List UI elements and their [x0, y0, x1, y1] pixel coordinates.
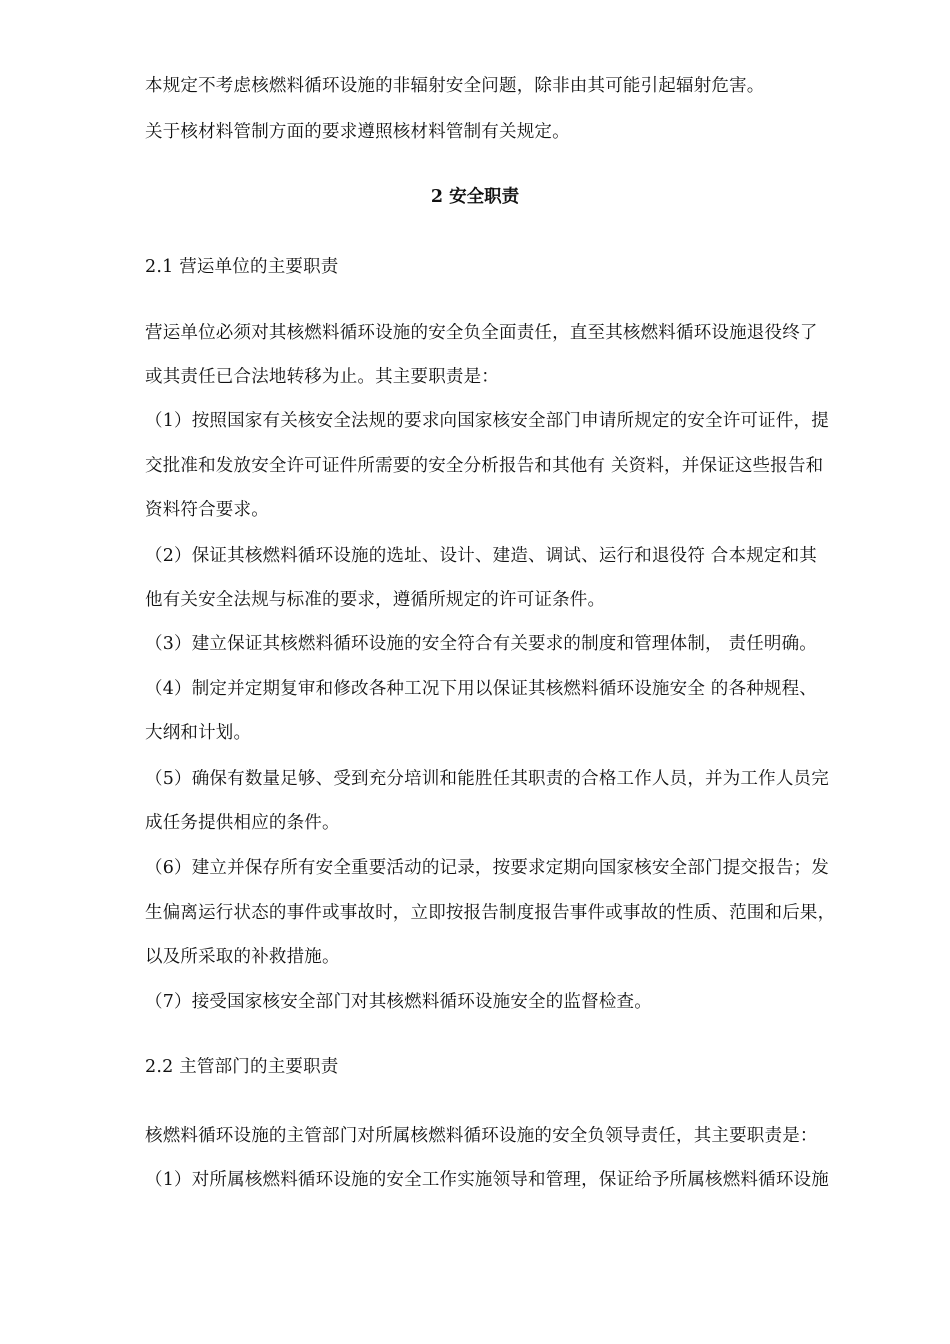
paragraph-line: （6）建立并保存所有安全重要活动的记录，按要求定期向国家核安全部门提交报告；发 — [145, 858, 829, 878]
paragraph-line: 成任务提供相应的条件。 — [145, 813, 340, 833]
paragraph-line: 生偏离运行状态的事件或事故时，立即按报告制度报告事件或事故的性质、范围和后果， — [145, 903, 836, 923]
paragraph-line: （4）制定并定期复审和修改各种工况下用以保证其核燃料循环设施安全 的各种规程、 — [145, 679, 817, 699]
paragraph-line: 或其责任已合法地转移为止。其主要职责是： — [145, 367, 499, 387]
intro-line-1: 本规定不考虑核燃料循环设施的非辐射安全问题，除非由其可能引起辐射危害。 — [145, 76, 765, 96]
paragraph-line: 资料符合要求。 — [145, 500, 269, 520]
paragraph-line: （5）确保有数量足够、受到充分培训和能胜任其职责的合格工作人员，并为工作人员完 — [145, 769, 829, 789]
paragraph-line: （1）按照国家有关核安全法规的要求向国家核安全部门申请所规定的安全许可证件，提 — [145, 411, 829, 431]
paragraph-line: （3）建立保证其核燃料循环设施的安全符合有关要求的制度和管理体制， 责任明确。 — [145, 634, 817, 654]
paragraph-line: 大纲和计划。 — [145, 723, 252, 743]
paragraph-line: （7）接受国家核安全部门对其核燃料循环设施安全的监督检查。 — [145, 992, 652, 1012]
paragraph-line: 营运单位必须对其核燃料循环设施的安全负全面责任，直至其核燃料循环设施退役终了 — [145, 323, 818, 343]
subsection-title-2-2: 2.2 主管部门的主要职责 — [145, 1057, 339, 1077]
intro-line-2: 关于核材料管制方面的要求遵照核材料管制有关规定。 — [145, 122, 570, 142]
paragraph-line: 以及所采取的补救措施。 — [145, 947, 340, 967]
paragraph-line: 他有关安全法规与标准的要求，遵循所规定的许可证条件。 — [145, 590, 606, 610]
paragraph-line: 核燃料循环设施的主管部门对所属核燃料循环设施的安全负领导责任，其主要职责是： — [145, 1126, 818, 1146]
paragraph-line: （2）保证其核燃料循环设施的选址、设计、建造、调试、运行和退役符 合本规定和其 — [145, 546, 817, 566]
subsection-title-2-1: 2.1 营运单位的主要职责 — [145, 257, 339, 277]
paragraph-line: 交批准和发放安全许可证件所需要的安全分析报告和其他有 关资料，并保证这些报告和 — [145, 456, 824, 476]
paragraph-line: （1）对所属核燃料循环设施的安全工作实施领导和管理，保证给予所属核燃料循环设施 — [145, 1170, 829, 1190]
section-title: 2 安全职责 — [430, 187, 520, 207]
